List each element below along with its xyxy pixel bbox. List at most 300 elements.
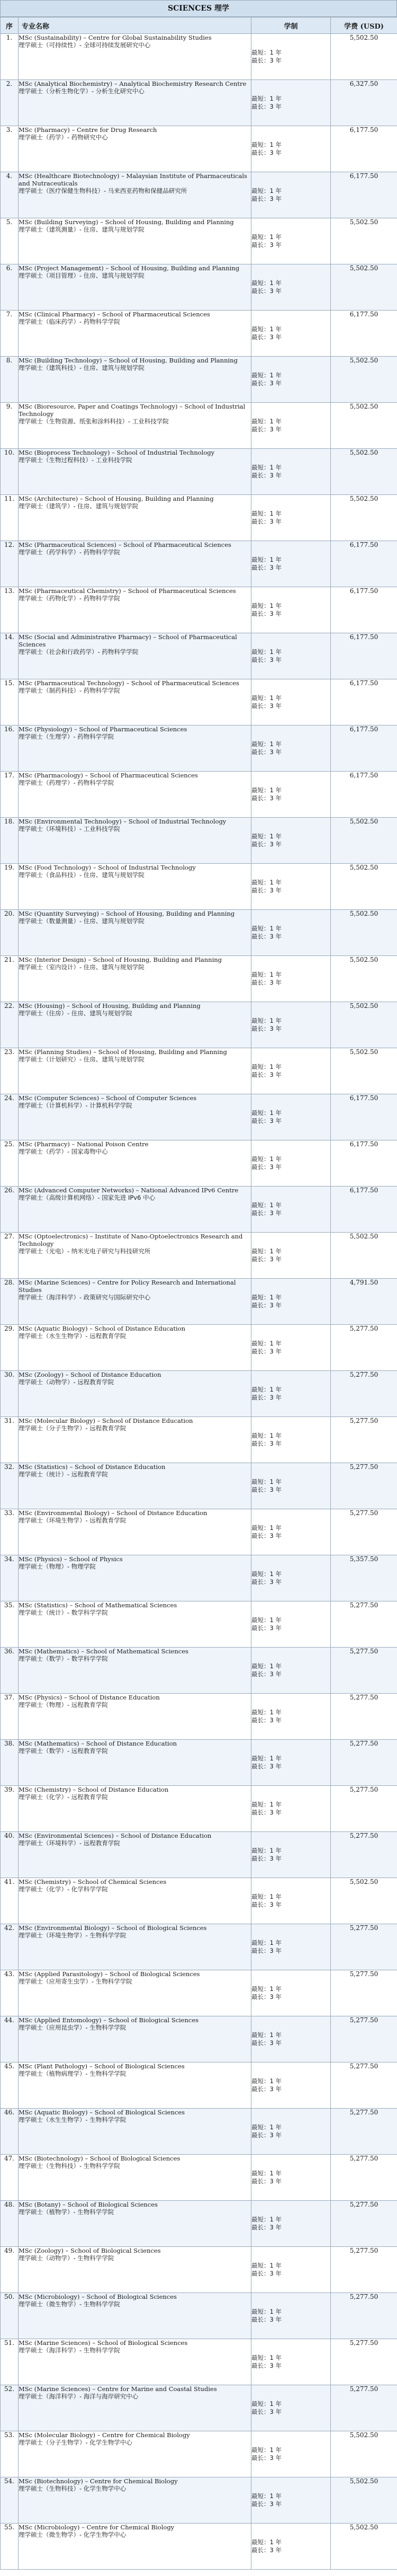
program-cell (19, 1094, 251, 1140)
program-name-en: MSc (Mathematics) – School of Mathematical Sciences (19, 1648, 188, 1655)
program-name-en: MSc (Pharmacy) – National Poison Centre (19, 1140, 149, 1148)
program-cell (19, 2431, 251, 2477)
fee-cell: 5,277.50 (331, 2016, 397, 2062)
table-row (1, 2293, 397, 2339)
program-name-zh: 理学硕士（环境生物学）- 远程教育学院 (19, 1517, 127, 1524)
duration-min: 最短：1 年 (251, 2446, 282, 2454)
table-row (1, 541, 397, 587)
duration-cell (251, 1002, 331, 1048)
duration-max: 最长：3 年 (251, 1947, 282, 1954)
duration-cell (251, 403, 331, 449)
duration-min: 最短：1 年 (251, 1478, 282, 1485)
program-name-en: MSc (Applied Parasitology) – School of Biological Sciences (19, 1970, 200, 1978)
duration-max: 最长：3 年 (251, 426, 282, 433)
duration-max: 最长：3 年 (251, 1348, 282, 1355)
fee-cell: 5,277.50 (331, 1463, 397, 1509)
duration-cell (251, 725, 331, 772)
program-cell (19, 2524, 251, 2570)
duration-cell (251, 864, 331, 910)
program-name-en: MSc (Physics) – School of Distance Education (19, 1694, 160, 1701)
program-name-en: MSc (Molecular Biology) – Centre for Chemical Biology (19, 2431, 190, 2439)
program-name-en: MSc (Project Management) – School of Housing, Building and Planning (19, 264, 240, 272)
duration-cell (251, 172, 331, 218)
program-name-en: MSc (Zoology) – School of Biological Sciences (19, 2247, 161, 2254)
duration-min: 最短：1 年 (251, 2262, 282, 2269)
table-row (1, 864, 397, 910)
program-cell (19, 1417, 251, 1463)
duration-min: 最短：1 年 (251, 556, 282, 563)
duration-cell (251, 2247, 331, 2293)
duration-max: 最长：3 年 (251, 2131, 282, 2139)
table-row (1, 1371, 397, 1417)
fee-cell: 6,177.50 (331, 587, 397, 633)
row-number: 32. (1, 1463, 19, 1509)
program-name-en: MSc (Quantity Surveying) – School of Housing, Building and Planning (19, 910, 235, 917)
program-cell (19, 2477, 251, 2524)
program-cell (19, 126, 251, 172)
program-name-zh: 理学硕士（药学科学）- 药物科学学院 (19, 548, 120, 556)
fee-cell: 5,502.50 (331, 495, 397, 541)
duration-min: 最短：1 年 (251, 2077, 282, 2085)
program-cell (19, 1371, 251, 1417)
program-name-en: MSc (Molecular Biology) – School of Distance Education (19, 1417, 193, 1424)
duration-cell (251, 357, 331, 403)
program-name-en: MSc (Mathematics) – School of Distance Education (19, 1740, 177, 1747)
program-name-en: MSc (Building Surveying) – School of Housing, Building and Planning (19, 218, 234, 226)
program-cell (19, 1325, 251, 1371)
table-row (1, 2062, 397, 2109)
duration-max: 最长：3 年 (251, 1394, 282, 1401)
duration-max: 最长：3 年 (251, 57, 282, 64)
program-name-zh: 理学硕士（统计）- 远程教育学院 (19, 1471, 108, 1478)
duration-cell (251, 1094, 331, 1140)
fee-cell: 5,502.50 (331, 449, 397, 495)
duration-max: 最长：3 年 (251, 1025, 282, 1032)
program-name-zh: 理学硕士（建筑测量）- 住房、建筑与规划学院 (19, 226, 145, 233)
row-number: 54. (1, 2477, 19, 2524)
duration-max: 最长：3 年 (251, 2500, 282, 2508)
duration-min: 最短：1 年 (251, 1893, 282, 1900)
program-name-zh: 理学硕士（食品科技）- 住房、建筑与规划学院 (19, 871, 145, 879)
fee-cell: 5,277.50 (331, 1786, 397, 1832)
table-row (1, 1924, 397, 1970)
row-number: 38. (1, 1740, 19, 1786)
duration-max: 最长：3 年 (251, 333, 282, 341)
row-number: 49. (1, 2247, 19, 2293)
table-row (1, 218, 397, 264)
program-cell (19, 1878, 251, 1924)
duration-cell (251, 2201, 331, 2247)
program-cell (19, 2109, 251, 2155)
duration-cell (251, 495, 331, 541)
table-row (1, 1417, 397, 1463)
row-number: 19. (1, 864, 19, 910)
duration-max: 最长：3 年 (251, 1209, 282, 1217)
row-number: 51. (1, 2339, 19, 2385)
duration-min: 最短：1 年 (251, 740, 282, 748)
duration-cell (251, 1970, 331, 2016)
duration-min: 最短：1 年 (251, 648, 282, 656)
program-name-zh: 理学硕士（医疗保健生物科技）- 马来西亚药物和保健品研究所 (19, 187, 187, 194)
duration-max: 最长：3 年 (251, 287, 282, 295)
fee-cell: 5,277.50 (331, 2109, 397, 2155)
duration-max: 最长：3 年 (251, 1163, 282, 1171)
program-name-zh: 理学硕士（室内设计）- 住房、建筑与规划学院 (19, 963, 145, 971)
duration-cell (251, 1233, 331, 1279)
duration-min: 最短：1 年 (251, 1063, 282, 1070)
duration-min: 最短：1 年 (251, 1801, 282, 1808)
program-name-zh: 理学硕士（建筑科技）- 住房、建筑与规划学院 (19, 364, 145, 371)
table-row (1, 1048, 397, 1094)
program-name-en: MSc (Planning Studies) – School of Housing, Building and Planning (19, 1048, 227, 1056)
row-number: 23. (1, 1048, 19, 1094)
row-number: 15. (1, 679, 19, 725)
duration-cell (251, 1694, 331, 1740)
program-cell (19, 80, 251, 126)
row-number: 30. (1, 1371, 19, 1417)
duration-max: 最长：3 年 (251, 840, 282, 848)
fee-cell: 5,277.50 (331, 1325, 397, 1371)
program-name-en: MSc (Aquatic Biology) – School of Distance Education (19, 1325, 186, 1332)
program-name-en: MSc (Pharmaceutical Sciences) – School of Pharmaceutical Sciences (19, 541, 231, 548)
header-num: 序 (1, 17, 19, 34)
table-row (1, 80, 397, 126)
duration-min: 最短：1 年 (251, 833, 282, 840)
program-name-zh: 理学硕士（计划研究）- 住房、建筑与规划学院 (19, 1056, 145, 1063)
program-name-en: MSc (Computer Sciences) – School of Computer Sciences (19, 1094, 197, 1102)
program-cell (19, 495, 251, 541)
duration-min: 最短：1 年 (251, 1709, 282, 1716)
duration-max: 最长：3 年 (251, 2546, 282, 2554)
program-cell (19, 725, 251, 772)
duration-cell (251, 2155, 331, 2201)
fee-cell: 5,502.50 (331, 34, 397, 80)
table-row (1, 1555, 397, 1601)
program-name-en: MSc (Bioprocess Technology) – School of Industrial Technology (19, 449, 215, 456)
table-row (1, 633, 397, 679)
row-number: 39. (1, 1786, 19, 1832)
program-name-en: MSc (Marine Sciences) – Centre for Marine and Coastal Studies (19, 2385, 217, 2393)
duration-cell (251, 633, 331, 679)
program-cell (19, 403, 251, 449)
program-cell (19, 1786, 251, 1832)
duration-min: 最短：1 年 (251, 1155, 282, 1163)
program-cell (19, 1002, 251, 1048)
table-row (1, 725, 397, 772)
duration-cell (251, 956, 331, 1002)
table-row (1, 1509, 397, 1555)
row-number: 41. (1, 1878, 19, 1924)
row-number: 8. (1, 357, 19, 403)
duration-min: 最短：1 年 (251, 1247, 282, 1255)
fee-cell: 5,277.50 (331, 1417, 397, 1463)
duration-max: 最长：3 年 (251, 379, 282, 387)
duration-max: 最长：3 年 (251, 656, 282, 663)
fee-cell: 5,502.50 (331, 403, 397, 449)
duration-cell (251, 1555, 331, 1601)
program-cell (19, 1924, 251, 1970)
duration-max: 最长：3 年 (251, 2454, 282, 2462)
row-number: 16. (1, 725, 19, 772)
duration-min: 最短：1 年 (251, 1294, 282, 1301)
duration-max: 最长：3 年 (251, 472, 282, 479)
table-row (1, 1740, 397, 1786)
fee-cell: 5,277.50 (331, 2247, 397, 2293)
fee-cell: 5,277.50 (331, 1694, 397, 1740)
program-name-zh: 理学硕士（生物过程科技）- 工业科技学院 (19, 456, 132, 464)
program-cell (19, 1970, 251, 2016)
duration-min: 最短：1 年 (251, 1570, 282, 1578)
program-name-zh: 理学硕士（动物学）- 生物科学学院 (19, 2254, 114, 2262)
duration-max: 最长：3 年 (251, 195, 282, 202)
duration-min: 最短：1 年 (251, 1939, 282, 1946)
fee-cell: 5,277.50 (331, 2155, 397, 2201)
duration-min: 最短：1 年 (251, 1847, 282, 1854)
fee-cell: 5,502.50 (331, 1002, 397, 1048)
program-cell (19, 587, 251, 633)
duration-min: 最短：1 年 (251, 325, 282, 333)
duration-cell (251, 2524, 331, 2570)
program-cell (19, 264, 251, 311)
program-cell (19, 1187, 251, 1233)
table-row (1, 1694, 397, 1740)
duration-cell (251, 2431, 331, 2477)
duration-cell (251, 126, 331, 172)
duration-max: 最长：3 年 (251, 2039, 282, 2047)
fee-cell: 5,502.50 (331, 357, 397, 403)
fee-cell: 6,177.50 (331, 1094, 397, 1140)
table-row (1, 679, 397, 725)
duration-min: 最短：1 年 (251, 2492, 282, 2500)
program-name-en: MSc (Physiology) – School of Pharmaceutical Sciences (19, 725, 187, 733)
row-number: 13. (1, 587, 19, 633)
program-name-zh: 理学硕士（微生物学）- 生物科学学院 (19, 2300, 120, 2308)
row-number: 9. (1, 403, 19, 449)
program-cell (19, 910, 251, 956)
program-name-en: MSc (Aquatic Biology) – School of Biological Sciences (19, 2109, 185, 2116)
fee-cell: 6,177.50 (331, 633, 397, 679)
table-row (1, 1279, 397, 1325)
row-number: 2. (1, 80, 19, 126)
row-number: 31. (1, 1417, 19, 1463)
duration-cell (251, 1878, 331, 1924)
duration-min: 最短：1 年 (251, 1662, 282, 1670)
duration-min: 最短：1 年 (251, 1017, 282, 1024)
table-row (1, 587, 397, 633)
fee-cell: 5,277.50 (331, 1970, 397, 2016)
program-name-zh: 理学硕士（药学）- 国家毒物中心 (19, 1148, 108, 1155)
fee-cell: 5,502.50 (331, 956, 397, 1002)
duration-cell (251, 1786, 331, 1832)
duration-min: 最短：1 年 (251, 464, 282, 471)
table-row (1, 2477, 397, 2524)
program-name-zh: 理学硕士（统计）- 数学科学学院 (19, 1609, 108, 1616)
fee-cell: 6,177.50 (331, 311, 397, 357)
row-number: 42. (1, 1924, 19, 1970)
program-cell (19, 2385, 251, 2431)
fee-cell: 5,502.50 (331, 2431, 397, 2477)
row-number: 45. (1, 2062, 19, 2109)
table-row (1, 2201, 397, 2247)
duration-cell (251, 1924, 331, 1970)
duration-min: 最短：1 年 (251, 2031, 282, 2039)
duration-cell (251, 1279, 331, 1325)
table-row (1, 1233, 397, 1279)
duration-max: 最长：3 年 (251, 1302, 282, 1309)
duration-cell (251, 2062, 331, 2109)
duration-cell (251, 80, 331, 126)
program-name-en: MSc (Social and Administrative Pharmacy) – School of Pharmaceutical Sciences (19, 633, 237, 648)
duration-max: 最长：3 年 (251, 933, 282, 940)
program-name-en: MSc (Interior Design) – School of Housing, Building and Planning (19, 956, 222, 963)
duration-min: 最短：1 年 (251, 602, 282, 609)
duration-max: 最长：3 年 (251, 1624, 282, 1632)
program-name-en: MSc (Environmental Biology) – School of Distance Education (19, 1509, 207, 1517)
duration-cell (251, 264, 331, 311)
fee-cell: 6,177.50 (331, 725, 397, 772)
duration-cell (251, 449, 331, 495)
fee-cell: 5,277.50 (331, 1509, 397, 1555)
program-name-en: MSc (Pharmaceutical Chemistry) – School of Pharmaceutical Sciences (19, 587, 236, 595)
table-row (1, 2385, 397, 2431)
program-cell (19, 1740, 251, 1786)
duration-min: 最短：1 年 (251, 95, 282, 102)
program-cell (19, 1648, 251, 1694)
duration-min: 最短：1 年 (251, 1386, 282, 1393)
program-name-zh: 理学硕士（建筑学）- 住房、建筑与规划学院 (19, 502, 139, 510)
duration-cell (251, 1509, 331, 1555)
table-header-row (1, 17, 397, 34)
duration-cell (251, 2109, 331, 2155)
program-name-zh: 理学硕士（计算机科学）- 计算机科学学院 (19, 1102, 132, 1109)
program-cell (19, 1279, 251, 1325)
table-row (1, 495, 397, 541)
table-row (1, 2109, 397, 2155)
program-name-zh: 理学硕士（水生生物学）- 生物科学学院 (19, 2116, 127, 2123)
program-name-en: MSc (Physics) – School of Physics (19, 1555, 123, 1563)
duration-min: 最短：1 年 (251, 971, 282, 978)
program-name-zh: 理学硕士（应用昆虫学）- 生物科学学院 (19, 2024, 127, 2031)
table-row (1, 2016, 397, 2062)
duration-max: 最长：3 年 (251, 1993, 282, 2000)
program-name-en: MSc (Marine Sciences) – Centre for Policy Research and International Studies (19, 1279, 236, 1294)
header-fee: 学费 (USD) (331, 17, 397, 34)
row-number: 14. (1, 633, 19, 679)
program-cell (19, 818, 251, 864)
row-number: 34. (1, 1555, 19, 1601)
row-number: 36. (1, 1648, 19, 1694)
fee-cell: 5,277.50 (331, 2385, 397, 2431)
program-cell (19, 541, 251, 587)
program-name-zh: 理学硕士（环境科技）- 工业科技学院 (19, 825, 120, 833)
table-row (1, 172, 397, 218)
table-row (1, 772, 397, 818)
program-cell (19, 2016, 251, 2062)
row-number: 20. (1, 910, 19, 956)
program-name-en: MSc (Building Technology) – School of Housing, Building and Planning (19, 357, 238, 364)
program-name-zh: 理学硕士（植物学）- 生物科学学院 (19, 2208, 114, 2216)
table-row (1, 1970, 397, 2016)
duration-min: 最短：1 年 (251, 2170, 282, 2177)
program-name-en: MSc (Healthcare Biotechnology) – Malaysian Institute of Pharmaceuticals and Nutraceuticals (19, 172, 247, 187)
duration-min: 最短：1 年 (251, 49, 282, 56)
program-cell (19, 1555, 251, 1601)
program-name-zh: 理学硕士（海洋科学）- 生物科学学院 (19, 2347, 120, 2354)
program-cell (19, 1509, 251, 1555)
duration-min: 最短：1 年 (251, 418, 282, 425)
table-row (1, 910, 397, 956)
program-name-zh: 理学硕士（环境科学）- 远程教育学院 (19, 1839, 120, 1847)
program-name-en: MSc (Environmental Sciences) – School of Distance Education (19, 1832, 212, 1839)
row-number: 21. (1, 956, 19, 1002)
row-number: 25. (1, 1140, 19, 1187)
duration-min: 最短：1 年 (251, 1616, 282, 1624)
fee-cell: 5,277.50 (331, 1648, 397, 1694)
duration-cell (251, 1648, 331, 1694)
duration-cell (251, 541, 331, 587)
fee-cell: 5,277.50 (331, 2293, 397, 2339)
duration-cell (251, 1740, 331, 1786)
table-row (1, 2431, 397, 2477)
duration-min: 最短：1 年 (251, 1755, 282, 1762)
table-row (1, 1463, 397, 1509)
program-name-zh: 理学硕士（化学）- 化学科学学院 (19, 1885, 108, 1893)
duration-min: 最短：1 年 (251, 2216, 282, 2223)
program-name-en: MSc (Biotechnology) – Centre for Chemical Biology (19, 2477, 178, 2485)
fee-cell: 5,502.50 (331, 864, 397, 910)
fee-cell: 6,327.50 (331, 80, 397, 126)
duration-max: 最长：3 年 (251, 1670, 282, 1678)
program-cell (19, 2062, 251, 2109)
table-row (1, 1140, 397, 1187)
program-name-en: MSc (Microbiology) – School of Biological Sciences (19, 2293, 177, 2300)
row-number: 44. (1, 2016, 19, 2062)
program-name-zh: 理学硕士（植物病理学）- 生物科学学院 (19, 2070, 127, 2077)
duration-cell (251, 818, 331, 864)
program-name-zh: 理学硕士（高级计算机网络）- 国家先进 IPv6 中心 (19, 1194, 156, 1201)
duration-min: 最短：1 年 (251, 1524, 282, 1532)
duration-cell (251, 218, 331, 264)
fee-cell: 5,502.50 (331, 2477, 397, 2524)
table-row (1, 357, 397, 403)
duration-cell (251, 1325, 331, 1371)
table-row (1, 2524, 397, 2570)
duration-max: 最长：3 年 (251, 2408, 282, 2415)
fee-cell: 5,277.50 (331, 1740, 397, 1786)
table-row (1, 1601, 397, 1648)
fee-cell: 6,177.50 (331, 679, 397, 725)
duration-min: 最短：1 年 (251, 1201, 282, 1209)
program-name-zh: 理学硕士（药物化学）- 药物科学学院 (19, 595, 120, 602)
duration-max: 最长：3 年 (251, 794, 282, 802)
program-name-zh: 理学硕士（分子生物学）- 化学生物学中心 (19, 2439, 132, 2446)
fee-cell: 6,177.50 (331, 541, 397, 587)
duration-cell (251, 2016, 331, 2062)
row-number: 55. (1, 2524, 19, 2570)
fee-cell: 5,502.50 (331, 1233, 397, 1279)
duration-cell (251, 1187, 331, 1233)
row-number: 6. (1, 264, 19, 311)
program-name-zh: 理学硕士（分析生物化学）- 分析生化研究中心 (19, 87, 145, 95)
program-name-zh: 理学硕士（环境生物学）- 生物科学学院 (19, 1932, 127, 1939)
program-table (0, 17, 397, 2570)
table-row (1, 1648, 397, 1694)
duration-max: 最长：3 年 (251, 1763, 282, 1770)
row-number: 5. (1, 218, 19, 264)
fee-cell: 6,177.50 (331, 1187, 397, 1233)
fee-cell: 5,502.50 (331, 264, 397, 311)
row-number: 22. (1, 1002, 19, 1048)
